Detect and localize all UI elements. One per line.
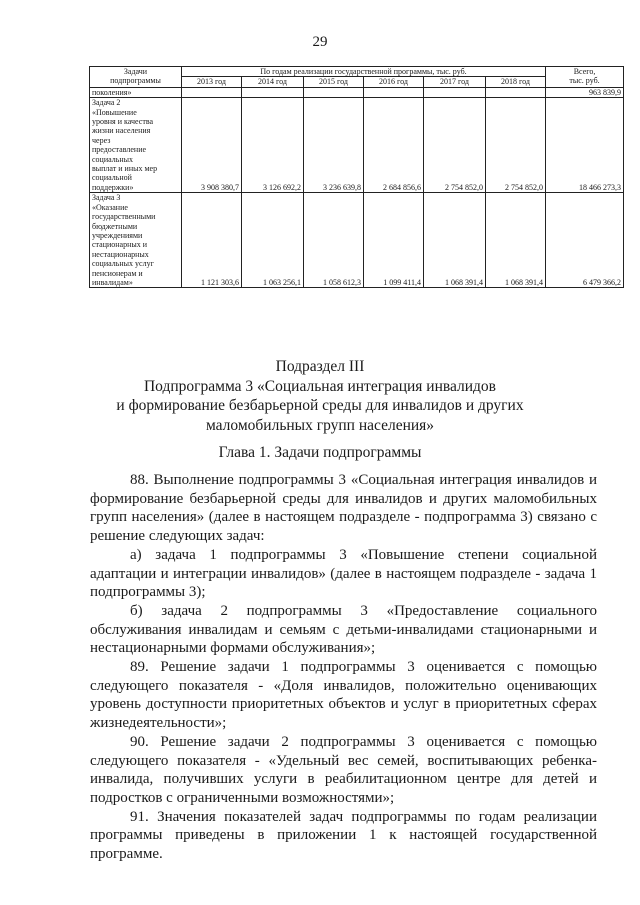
section-title-line: Подпрограмма 3 «Социальная интеграция инвалидов [143,377,496,395]
value-cell: 2 754 852,0 [424,98,486,193]
body-text [90,471,597,864]
header-year: 2018 год [486,77,546,87]
value-cell: 1 063 256,1 [242,193,304,288]
task-cell: Задача 3 «Оказание государственными бюджетными учреждениями стационарных и нестационарных социальных услуг пенсионерам и инвалидам» [90,193,182,288]
budget-table [89,66,624,288]
paragraph: 90. Решение задачи 2 подпрограммы 3 оценивается с помощью следующего показателя - «Удельный вес семей, воспитывающих ребенка-инвалида, получивших услуги в реабилитационном центре для детей и подростков с ограниченными возможностями»; [90,733,597,806]
task-cell: Задача 2 «Повышение уровня и качества жизни населения через предоставление социальных выплат и иных мер социальной поддержки» [90,98,182,193]
value-cell: 2 754 852,0 [486,98,546,193]
paragraph: 89. Решение задачи 1 подпрограммы 3 оценивается с помощью следующего показателя - «Доля инвалидов, положительно оценивающих уровень доступности приоритетных объектов и услуг в приоритетных сферах жизнедеятельности»; [90,659,597,732]
total-cell: 18 466 273,3 [546,98,624,193]
value-cell: 1 121 303,6 [182,193,242,288]
header-year: 2015 год [304,77,364,87]
page-number: 29 [312,34,328,50]
header-task: Задачи подпрограммы [90,67,182,88]
table-row [90,87,624,97]
paragraph: а) задача 1 подпрограммы 3 «Повышение степени социальной адаптации и интеграции инвалидов» (далее в настоящем подразделе - задача 1 подпрограммы 3); [90,546,597,601]
value-cell: 3 908 380,7 [182,98,242,193]
paragraph: б) задача 2 подпрограммы 3 «Предоставление социального обслуживания инвалидам и семьям с детьми-инвалидами стационарными и нестационарными формами обслуживания»; [90,602,597,657]
total-cell: 6 479 366,2 [546,193,624,288]
header-year: 2017 год [424,77,486,87]
value-cell: 1 068 391,4 [424,193,486,288]
value-cell: 1 068 391,4 [486,193,546,288]
paragraph: 91. Значения показателей задач подпрограммы по годам реализации программы приведены в приложении 1 к настоящей государственной программе. [90,808,597,863]
value-cell: 1 099 411,4 [364,193,424,288]
value-cell: 2 684 856,6 [364,98,424,193]
chapter-title: Глава 1. Задачи подпрограммы [218,444,422,461]
header-year: 2016 год [364,77,424,87]
section-number: Подраздел III [275,358,365,375]
value-cell: 3 126 692,2 [242,98,304,193]
table-row [90,193,624,288]
table-row [90,98,624,193]
header-year: 2013 год [182,77,242,87]
section-heading [0,357,640,435]
section-title-line: маломобильных групп населения» [205,416,435,434]
header-years-group: По годам реализации государственной программы, тыс. руб. [182,67,546,77]
paragraph: 88. Выполнение подпрограммы 3 «Социальная интеграция инвалидов и формирование безбарьерной среды для инвалидов и других маломобильных групп населения» (далее в настоящем подразделе - подпрограмма 3) связано с решение следующих задач: [90,472,597,545]
header-total: Всего, тыс. руб. [546,67,624,88]
section-title-line: и формирование безбарьерной среды для инвалидов и других [116,397,524,414]
task-cell: поколения» [90,87,182,97]
header-year: 2014 год [242,77,304,87]
value-cell: 3 236 639,8 [304,98,364,193]
total-cell: 963 839,9 [546,87,624,97]
value-cell: 1 058 612,3 [304,193,364,288]
